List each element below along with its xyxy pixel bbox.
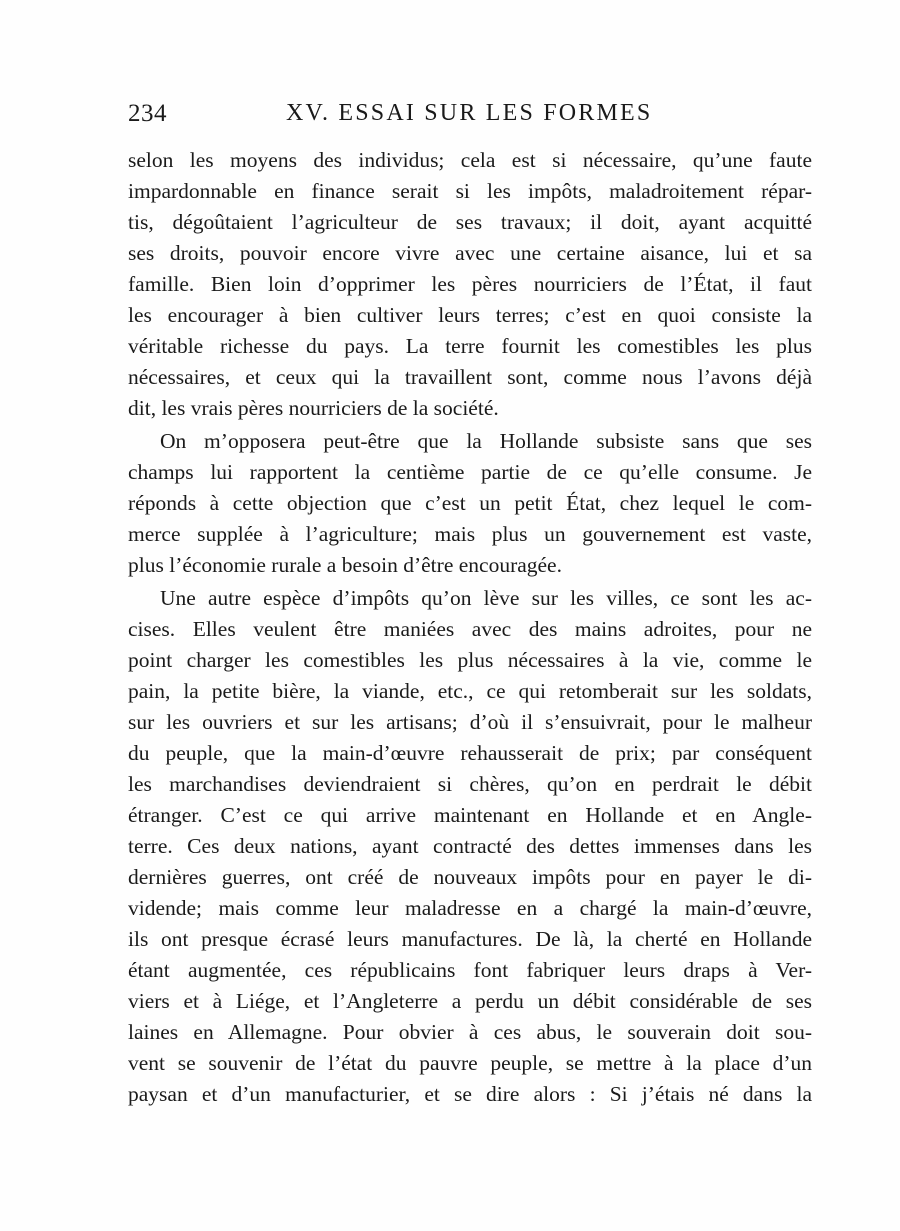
text-line: impardonnable en finance serait si les impôts, maladroitement répar-	[128, 179, 812, 203]
text-line: du peuple, que la main-d’œuvre rehausserait de prix; par conséquent	[128, 741, 812, 765]
text-line: merce supplée à l’agriculture; mais plus un gouvernement est vaste,	[128, 522, 812, 546]
page-number: 234	[128, 100, 167, 127]
text-line: pain, la petite bière, la viande, etc., ce qui retomberait sur les soldats,	[128, 679, 812, 703]
text-line: les encourager à bien cultiver leurs terres; c’est en quoi consiste la	[128, 303, 812, 327]
text-line: ils ont presque écrasé leurs manufactures. De là, la cherté en Hollande	[128, 927, 812, 951]
text-line: Une autre espèce d’impôts qu’on lève sur les villes, ce sont les ac-	[160, 586, 812, 610]
text-line: les marchandises deviendraient si chères, qu’on en perdrait le débit	[128, 772, 812, 796]
running-title: XV. ESSAI SUR LES FORMES	[286, 100, 653, 126]
text-line: famille. Bien loin d’opprimer les pères nourriciers de l’État, il faut	[128, 272, 812, 296]
text-line: dernières guerres, ont créé de nouveaux impôts pour en payer le di-	[128, 865, 812, 889]
text-line: ses droits, pouvoir encore vivre avec une certaine aisance, lui et sa	[128, 241, 812, 265]
text-line: paysan et d’un manufacturier, et se dire alors : Si j’étais né dans la	[128, 1082, 812, 1106]
text-line: On m’opposera peut-être que la Hollande subsiste sans que ses	[160, 429, 812, 453]
text-line: réponds à cette objection que c’est un petit État, chez lequel le com-	[128, 491, 812, 515]
text-line: sur les ouvriers et sur les artisans; d’où il s’ensuivrait, pour le malheur	[128, 710, 812, 734]
text-line: selon les moyens des individus; cela est si nécessaire, qu’une faute	[128, 148, 812, 172]
text-line: point charger les comestibles les plus nécessaires à la vie, comme le	[128, 648, 812, 672]
text-line: laines en Allemagne. Pour obvier à ces abus, le souverain doit sou-	[128, 1020, 812, 1044]
text-line: cises. Elles veulent être maniées avec des mains adroites, pour ne	[128, 617, 812, 641]
text-line: dit, les vrais pères nourriciers de la société.	[128, 396, 499, 420]
text-line: viers et à Liége, et l’Angleterre a perdu un débit considérable de ses	[128, 989, 812, 1013]
text-line: terre. Ces deux nations, ayant contracté des dettes immenses dans les	[128, 834, 812, 858]
text-line: tis, dégoûtaient l’agriculteur de ses travaux; il doit, ayant acquitté	[128, 210, 812, 234]
text-line: véritable richesse du pays. La terre fournit les comestibles les plus	[128, 334, 812, 358]
text-line: nécessaires, et ceux qui la travaillent sont, comme nous l’avons déjà	[128, 365, 812, 389]
text-line: étant augmentée, ces républicains font fabriquer leurs draps à Ver-	[128, 958, 812, 982]
text-line: vent se souvenir de l’état du pauvre peuple, se mettre à la place d’un	[128, 1051, 812, 1075]
text-line: champs lui rapportent la centième partie de ce qu’elle consume. Je	[128, 460, 812, 484]
text-line: étranger. C’est ce qui arrive maintenant en Hollande et en Angle-	[128, 803, 812, 827]
running-head	[128, 100, 814, 140]
text-line: plus l’économie rurale a besoin d’être encouragée.	[128, 553, 562, 577]
text-line: vidende; mais comme leur maladresse en a chargé la main-d’œuvre,	[128, 896, 812, 920]
